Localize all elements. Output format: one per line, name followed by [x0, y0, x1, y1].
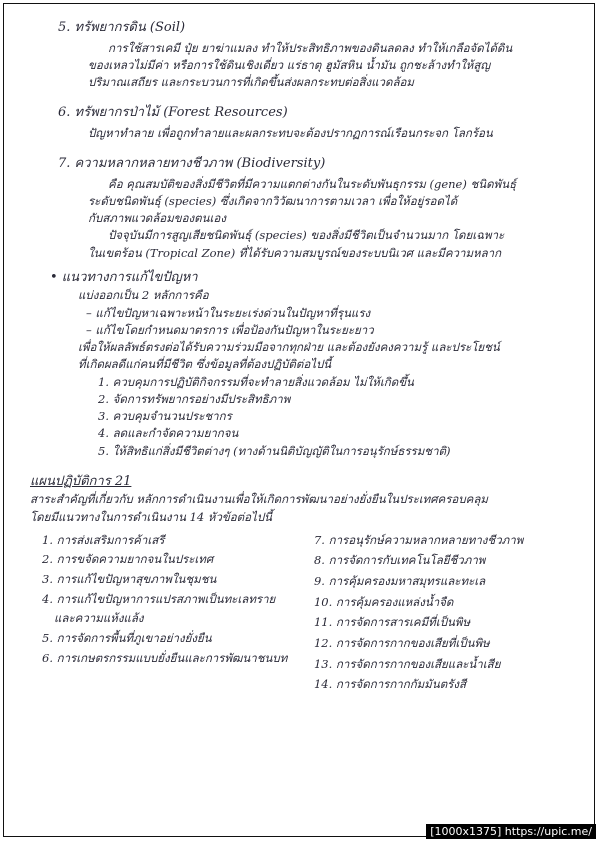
- agenda-item: 9. การคุ้มครองมหาสมุทรและทะเล: [313, 574, 486, 589]
- section-biodiversity: [28, 154, 573, 262]
- numbered-item: 2. จัดการทรัพยากรอย่างมีประสิทธิภาพ: [98, 391, 291, 406]
- text-line: ปัจจุบันมีการสูญเสียชนิดพันธุ์ (species) ของสิ่งมีชีวิตเป็นจำนวนมาก โดยเฉพาะ: [108, 228, 505, 243]
- section-heading: แผนปฏิบัติการ 21: [30, 473, 132, 489]
- agenda-item: 7. การอนุรักษ์ความหลากหลายทางชีวภาพ: [313, 532, 524, 547]
- agenda-item: 8. การจัดการกับเทคโนโลยีชีวภาพ: [313, 553, 486, 568]
- agenda-item: 11. การจัดการสารเคมีที่เป็นพิษ: [313, 615, 471, 630]
- text-line: ในเขตร้อน (Tropical Zone) ที่ได้รับความสมบูรณ์ของระบบนิเวศ และมีความหลาก: [88, 245, 502, 260]
- text-line: ของเหลวไม่มีค่า หรือการใช้ดินเชิงเดี่ยว แร่ธาตุ ฮูมัสหิน น้ำมัน ถูกชะล้างทำให้สูญ: [88, 57, 491, 72]
- agenda-item: 14. การจัดการกากกัมมันตรังสี: [313, 677, 466, 692]
- agenda-item: 12. การจัดการกากของเสียที่เป็นพิษ: [313, 636, 490, 651]
- section-heading: 7. ความหลากหลายทางชีวภาพ (Biodiversity): [58, 156, 326, 171]
- agenda-item: 6. การเกษตรกรรมแบบยั่งยืนและการพัฒนาชนบท: [42, 650, 288, 665]
- text-line: แบ่งออกเป็น 2 หลักการคือ: [78, 288, 209, 303]
- text-line: โดยมีแนวทางในการดำเนินงาน 14 หัวข้อต่อไปนี้: [30, 509, 273, 524]
- numbered-item: 5. ให้สิทธิแก่สิ่งมีชีวิตต่างๆ (ทางด้านนิติบัญญัติในการอนุรักษ์ธรรมชาติ): [98, 443, 451, 458]
- image-size-watermark: [1000x1375] https://upic.me/: [426, 824, 596, 839]
- handwritten-notes: [28, 18, 573, 697]
- numbered-item: 3. ควบคุมจำนวนประชากร: [98, 409, 232, 423]
- agenda-left-column: [42, 532, 306, 697]
- numbered-item: 4. ลดและกำจัดความยากจน: [98, 426, 239, 441]
- text-line: การใช้สารเคมี ปุ๋ย ยาฆ่าแมลง ทำให้ประสิทธิภาพของดินลดลง ทำให้เกลือจัดได้ดิน: [108, 40, 513, 55]
- agenda-item: 10. การคุ้มครองแหล่งน้ำจืด: [313, 594, 454, 609]
- section-heading: 6. ทรัพยากรป่าไม้ (Forest Resources): [58, 105, 288, 121]
- text-line: ปัญหาทำลาย เพื่อถูกทำลายและผลกระทบจะต้องปรากฏการณ์เรือนกระจก โลกร้อน: [88, 125, 493, 140]
- numbered-item: 1. ควบคุมการปฏิบัติกิจกรรมที่จะทำลายสิ่งแวดล้อม ไม่ให้เกิดขึ้น: [98, 374, 414, 389]
- text-line: กับสภาพแวดล้อมของตนเอง: [88, 211, 226, 225]
- agenda-right-column: [314, 532, 573, 697]
- text-line: เพื่อให้ผลลัพธ์ตรงต่อได้รับความร่วมมือจากทุกฝ่าย และต้องยังคงความรู้ และประโยชน์: [78, 340, 500, 354]
- section-heading: 5. ทรัพยากรดิน (Soil): [58, 20, 186, 35]
- text-line: คือ คุณสมบัติของสิ่งมีชีวิตที่มีความแตกต่างกันในระดับพันธุกรรม (gene) ชนิดพันธุ์: [108, 176, 517, 191]
- text-line: ที่เกิดผลดีแก่คนที่มีชีวิต ซึ่งข้อมูลที่ต้องปฏิบัติต่อไปนี้: [78, 357, 332, 372]
- text-line: สาระสำคัญที่เกี่ยวกับ หลักการดำเนินงานเพื่อให้เกิดการพัฒนาอย่างยั่งยืนในประเทศครอบคลุม: [30, 492, 488, 507]
- text-line: ปริมาณเสถียร และกระบวนการที่เกิดขึ้นส่งผลกระทบต่อสิ่งแวดล้อม: [88, 75, 414, 89]
- agenda-item: และความแห้งแล้ง: [54, 611, 144, 626]
- section-soil: [28, 18, 573, 91]
- section-agenda21: [28, 472, 573, 697]
- agenda-item: 4. การแก้ไขปัญหาการแปรสภาพเป็นทะเลทราย: [42, 591, 276, 606]
- dash-item: – แก้ไขปัญหาเฉพาะหน้าในระยะเร่งด่วนในปัญหาที่รุนแรง: [86, 305, 371, 320]
- agenda-item: 5. การจัดการพื้นที่ภูเขาอย่างยั่งยืน: [42, 631, 212, 646]
- agenda-columns: [28, 532, 573, 697]
- agenda-item: 1. การส่งเสริมการค้าเสรี: [42, 532, 165, 547]
- section-heading: • แนวทางการแก้ไขปัญหา: [50, 269, 198, 285]
- agenda-item: 3. การแก้ไขปัญหาสุขภาพในชุมชน: [42, 572, 217, 587]
- agenda-item: 13. การจัดการกากของเสียและน้ำเสีย: [313, 656, 501, 671]
- agenda-item: 2. การขจัดความยากจนในประเทศ: [42, 552, 214, 567]
- section-solution: [28, 268, 573, 460]
- dash-item: – แก้ไขโดยกำหนดมาตรการ เพื่อป้องกันปัญหาในระยะยาว: [86, 322, 374, 337]
- section-forest: [28, 103, 573, 142]
- text-line: ระดับชนิดพันธุ์ (species) ซึ่งเกิดจากวิวัฒนาการตามเวลา เพื่อให้อยู่รอดได้: [88, 193, 458, 208]
